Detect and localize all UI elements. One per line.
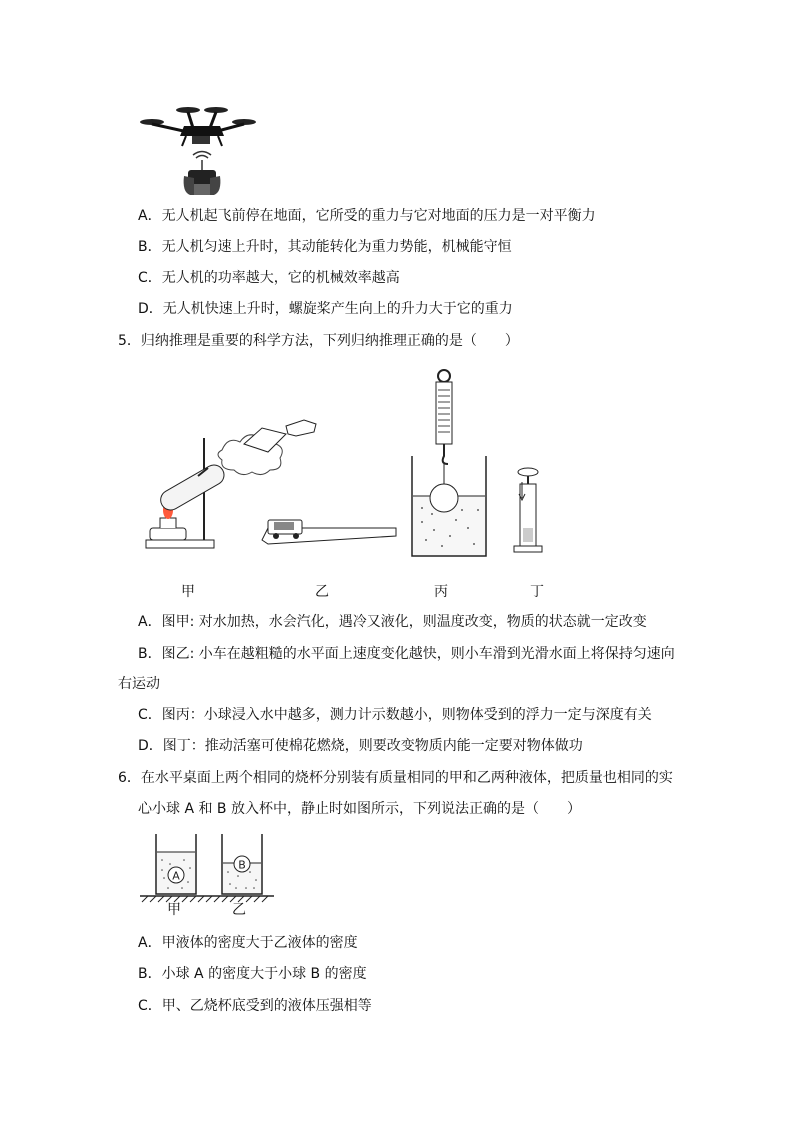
q4-option-b: B．无人机匀速上升时，其动能转化为重力势能，机械能守恒: [138, 239, 512, 255]
q6-ball-a-label: A: [172, 869, 180, 883]
q5-option-d: D．图丁：推动活塞可使棉花燃烧，则要改变物质内能一定要对物体做功: [138, 738, 583, 754]
q5-label-ding: 丁: [530, 584, 544, 600]
piston-tube-diagram: [514, 468, 542, 552]
q6-label-yi: 乙: [232, 902, 246, 918]
q6-beakers-figure: [138, 830, 278, 922]
drone-figure: [138, 100, 260, 196]
q6-option-c: C．甲、乙烧杯底受到的液体压强相等: [138, 998, 372, 1014]
q5-stem: 5．归纳推理是重要的科学方法，下列归纳推理正确的是（ ）: [118, 333, 519, 349]
q6-option-b: B．小球 A 的密度大于小球 B 的密度: [138, 966, 367, 982]
q5-label-bing: 丙: [434, 584, 448, 600]
q5-option-c: C．图丙：小球浸入水中越多，测力计示数越小，则物体受到的浮力一定与深度有关: [138, 707, 652, 723]
q5-label-jia: 甲: [181, 584, 195, 600]
q6-ball-b-label: B: [238, 858, 246, 872]
q6-option-a: A．甲液体的密度大于乙液体的密度: [138, 935, 358, 951]
q4-option-a: A．无人机起飞前停在地面，它所受的重力与它对地面的压力是一对平衡力: [138, 208, 596, 224]
q5-option-a: A．图甲: 对水加热，水会汽化，遇冷又液化，则温度改变，物质的状态就一定改变: [138, 614, 647, 630]
q6-stem-line1: 6．在水平桌面上两个相同的烧杯分别装有质量相同的甲和乙两种液体，把质量也相同的实: [118, 770, 673, 786]
q5-label-yi: 乙: [315, 584, 329, 600]
q6-stem-line2: 心小球 A 和 B 放入杯中，静止时如图所示，下列说法正确的是（ ）: [138, 801, 581, 817]
q6-label-jia: 甲: [167, 902, 181, 918]
q5-option-b-line1: B．图乙: 小车在越粗糙的水平面上速度变化越快，则小车滑到光滑水面上将保持匀速向: [138, 646, 675, 662]
q5-figure: [138, 360, 578, 600]
q5-option-b-line2: 右运动: [118, 676, 160, 692]
spring-scale-beaker-diagram: [412, 370, 486, 556]
q4-option-d: D．无人机快速上升时，螺旋桨产生向上的升力大于它的重力: [138, 301, 513, 317]
car-on-ramp-diagram: [262, 520, 396, 544]
q4-option-c: C．无人机的功率越大，它的机械效率越高: [138, 270, 400, 286]
